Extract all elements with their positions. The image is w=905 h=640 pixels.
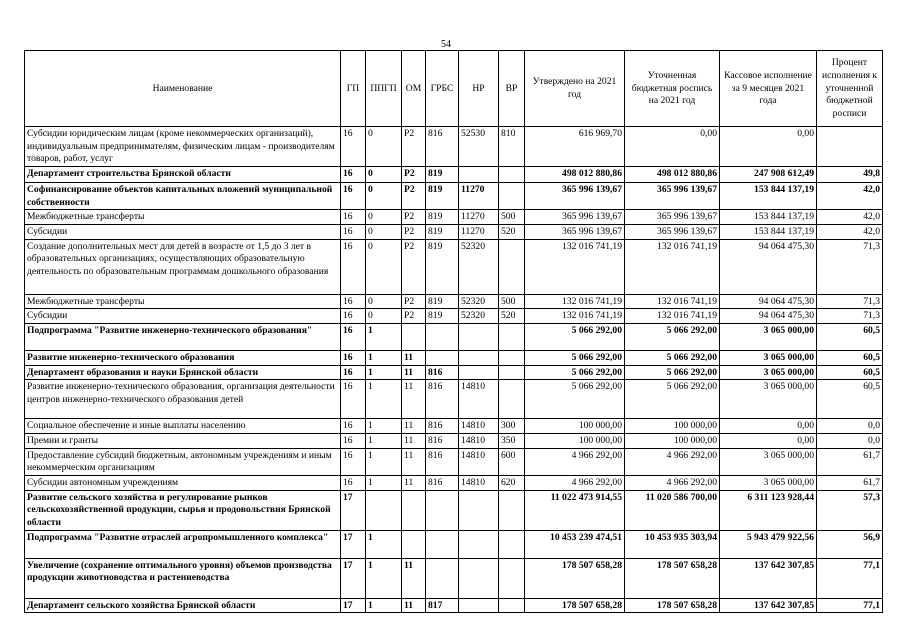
cell-refined: 132 016 741,19 <box>625 294 720 309</box>
cell-grbs <box>426 530 459 558</box>
cell-percent: 60,5 <box>817 380 883 419</box>
cell-cash: 94 064 475,30 <box>720 239 817 294</box>
cell-vr: 520 <box>499 224 525 239</box>
cell-gp: 16 <box>341 239 366 294</box>
cell-ppgp: 1 <box>366 365 402 380</box>
cell-refined: 5 066 292,00 <box>625 350 720 365</box>
col-header-ppgp: ППГП <box>366 51 402 127</box>
cell-name: Развитие сельского хозяйства и регулирование рынков сельскохозяйственной продукции, сырья и продовольствия Брянской области <box>25 490 341 530</box>
cell-grbs <box>426 323 459 350</box>
cell-cash: 94 064 475,30 <box>720 294 817 309</box>
cell-approved: 132 016 741,19 <box>525 239 625 294</box>
col-header-nr: НР <box>459 51 499 127</box>
cell-name: Субсидии автономным учреждениям <box>25 475 341 490</box>
cell-nr: 52320 <box>459 239 499 294</box>
cell-cash: 153 844 137,19 <box>720 224 817 239</box>
cell-percent: 0,0 <box>817 433 883 448</box>
cell-om: 11 <box>402 350 426 365</box>
cell-gp: 17 <box>341 490 366 530</box>
table-row <box>25 475 883 490</box>
cell-nr: 11270 <box>459 224 499 239</box>
cell-approved: 5 066 292,00 <box>525 350 625 365</box>
cell-percent: 42,0 <box>817 182 883 209</box>
cell-vr <box>499 350 525 365</box>
table-row <box>25 558 883 598</box>
cell-percent: 77,1 <box>817 598 883 613</box>
cell-percent: 77,1 <box>817 558 883 598</box>
cell-refined: 498 012 880,86 <box>625 166 720 182</box>
cell-nr: 14810 <box>459 419 499 434</box>
cell-vr <box>499 323 525 350</box>
cell-refined: 132 016 741,19 <box>625 239 720 294</box>
cell-cash: 94 064 475,30 <box>720 309 817 324</box>
cell-om: 11 <box>402 598 426 613</box>
cell-vr: 520 <box>499 309 525 324</box>
cell-ppgp: 0 <box>366 224 402 239</box>
cell-approved: 365 996 139,67 <box>525 224 625 239</box>
cell-percent: 42,0 <box>817 210 883 225</box>
cell-nr: 14810 <box>459 433 499 448</box>
cell-nr: 52320 <box>459 294 499 309</box>
cell-cash: 153 844 137,19 <box>720 182 817 209</box>
table-row <box>25 598 883 613</box>
cell-refined: 178 507 658,28 <box>625 598 720 613</box>
cell-grbs: 816 <box>426 448 459 475</box>
cell-percent: 60,5 <box>817 350 883 365</box>
cell-cash: 0,00 <box>720 127 817 167</box>
table-row <box>25 309 883 324</box>
cell-om: 11 <box>402 365 426 380</box>
cell-percent: 60,5 <box>817 365 883 380</box>
cell-name: Департамент образования и науки Брянской области <box>25 365 341 380</box>
cell-ppgp: 1 <box>366 448 402 475</box>
cell-grbs: 819 <box>426 166 459 182</box>
cell-refined: 5 066 292,00 <box>625 323 720 350</box>
cell-grbs: 819 <box>426 182 459 209</box>
table-row <box>25 182 883 209</box>
table-header <box>25 51 883 127</box>
cell-gp: 17 <box>341 598 366 613</box>
cell-ppgp: 0 <box>366 309 402 324</box>
cell-vr: 500 <box>499 210 525 225</box>
cell-ppgp: 1 <box>366 350 402 365</box>
cell-gp: 16 <box>341 224 366 239</box>
cell-ppgp: 1 <box>366 419 402 434</box>
cell-vr <box>499 365 525 380</box>
cell-ppgp: 1 <box>366 530 402 558</box>
cell-nr: 11270 <box>459 182 499 209</box>
cell-om: 11 <box>402 475 426 490</box>
col-header-cash: Кассовое исполнение за 9 месяцев 2021 года <box>720 51 817 127</box>
cell-grbs: 816 <box>426 380 459 419</box>
cell-vr <box>499 239 525 294</box>
cell-om: 11 <box>402 558 426 598</box>
cell-ppgp: 1 <box>366 558 402 598</box>
cell-refined: 132 016 741,19 <box>625 309 720 324</box>
cell-grbs: 819 <box>426 224 459 239</box>
cell-grbs: 816 <box>426 419 459 434</box>
cell-nr <box>459 558 499 598</box>
cell-ppgp: 0 <box>366 166 402 182</box>
cell-gp: 16 <box>341 419 366 434</box>
cell-om <box>402 490 426 530</box>
cell-approved: 11 022 473 914,55 <box>525 490 625 530</box>
table-row <box>25 380 883 419</box>
cell-approved: 10 453 239 474,51 <box>525 530 625 558</box>
table-row <box>25 433 883 448</box>
cell-refined: 4 966 292,00 <box>625 475 720 490</box>
budget-table <box>24 50 883 613</box>
cell-grbs: 816 <box>426 365 459 380</box>
cell-cash: 6 311 123 928,44 <box>720 490 817 530</box>
cell-gp: 16 <box>341 294 366 309</box>
cell-approved: 365 996 139,67 <box>525 210 625 225</box>
cell-om: P2 <box>402 239 426 294</box>
cell-ppgp: 0 <box>366 239 402 294</box>
cell-grbs: 819 <box>426 239 459 294</box>
cell-vr <box>499 598 525 613</box>
cell-name: Социальное обеспечение и иные выплаты населению <box>25 419 341 434</box>
cell-gp: 16 <box>341 433 366 448</box>
cell-grbs: 819 <box>426 210 459 225</box>
cell-approved: 4 966 292,00 <box>525 475 625 490</box>
cell-gp: 16 <box>341 127 366 167</box>
cell-refined: 365 996 139,67 <box>625 182 720 209</box>
col-header-name: Наименование <box>25 51 341 127</box>
cell-nr <box>459 598 499 613</box>
cell-nr <box>459 490 499 530</box>
cell-refined: 100 000,00 <box>625 433 720 448</box>
cell-vr <box>499 182 525 209</box>
cell-cash: 0,00 <box>720 419 817 434</box>
cell-refined: 100 000,00 <box>625 419 720 434</box>
cell-vr: 810 <box>499 127 525 167</box>
cell-om: P2 <box>402 309 426 324</box>
cell-cash: 5 943 479 922,56 <box>720 530 817 558</box>
cell-cash: 3 065 000,00 <box>720 475 817 490</box>
cell-grbs <box>426 350 459 365</box>
cell-cash: 137 642 307,85 <box>720 558 817 598</box>
col-header-grbs: ГРБС <box>426 51 459 127</box>
cell-cash: 137 642 307,85 <box>720 598 817 613</box>
cell-vr <box>499 380 525 419</box>
cell-gp: 16 <box>341 380 366 419</box>
cell-name: Межбюджетные трансферты <box>25 294 341 309</box>
cell-vr: 500 <box>499 294 525 309</box>
cell-ppgp: 1 <box>366 475 402 490</box>
cell-grbs: 816 <box>426 433 459 448</box>
table-row <box>25 224 883 239</box>
cell-refined: 4 966 292,00 <box>625 448 720 475</box>
table-row <box>25 323 883 350</box>
cell-om: P2 <box>402 182 426 209</box>
cell-nr: 14810 <box>459 380 499 419</box>
cell-name: Создание дополнительных мест для детей в возрасте от 1,5 до 3 лет в образовательных организациях, осуществляющих образовательную деятельность по образовательным программам дошкольного образования <box>25 239 341 294</box>
cell-refined: 11 020 586 700,00 <box>625 490 720 530</box>
cell-refined: 365 996 139,67 <box>625 224 720 239</box>
cell-vr: 350 <box>499 433 525 448</box>
table-row <box>25 350 883 365</box>
cell-name: Субсидии юридическим лицам (кроме некоммерческих организаций), индивидуальным предпринимателям, физическим лицам - производителям товаров, работ, услуг <box>25 127 341 167</box>
cell-vr <box>499 166 525 182</box>
col-header-gp: ГП <box>341 51 366 127</box>
cell-nr <box>459 530 499 558</box>
cell-gp: 16 <box>341 350 366 365</box>
cell-name: Предоставление субсидий бюджетным, автономным учреждениям и иным некоммерческим организациям <box>25 448 341 475</box>
cell-cash: 247 908 612,49 <box>720 166 817 182</box>
cell-approved: 178 507 658,28 <box>525 598 625 613</box>
table-row <box>25 239 883 294</box>
table-body <box>25 127 883 613</box>
cell-cash: 3 065 000,00 <box>720 448 817 475</box>
cell-approved: 100 000,00 <box>525 433 625 448</box>
cell-om: P2 <box>402 166 426 182</box>
cell-vr: 600 <box>499 448 525 475</box>
cell-approved: 178 507 658,28 <box>525 558 625 598</box>
table-row <box>25 419 883 434</box>
table-row <box>25 166 883 182</box>
cell-approved: 100 000,00 <box>525 419 625 434</box>
cell-cash: 3 065 000,00 <box>720 380 817 419</box>
table-row <box>25 210 883 225</box>
cell-percent: 56,9 <box>817 530 883 558</box>
cell-approved: 498 012 880,86 <box>525 166 625 182</box>
cell-vr <box>499 530 525 558</box>
cell-percent <box>817 127 883 167</box>
cell-om <box>402 530 426 558</box>
cell-percent: 71,3 <box>817 309 883 324</box>
cell-refined: 5 066 292,00 <box>625 380 720 419</box>
cell-ppgp: 1 <box>366 380 402 419</box>
cell-approved: 132 016 741,19 <box>525 294 625 309</box>
cell-om <box>402 323 426 350</box>
cell-refined: 10 453 935 303,94 <box>625 530 720 558</box>
cell-cash: 3 065 000,00 <box>720 350 817 365</box>
cell-approved: 365 996 139,67 <box>525 182 625 209</box>
col-header-vr: ВР <box>499 51 525 127</box>
cell-nr: 52530 <box>459 127 499 167</box>
cell-refined: 178 507 658,28 <box>625 558 720 598</box>
cell-nr: 11270 <box>459 210 499 225</box>
cell-name: Подпрограмма "Развитие отраслей агропромышленного комплекса" <box>25 530 341 558</box>
cell-ppgp: 0 <box>366 182 402 209</box>
cell-name: Субсидии <box>25 224 341 239</box>
cell-ppgp: 0 <box>366 210 402 225</box>
cell-name: Подпрограмма "Развитие инженерно-технического образования" <box>25 323 341 350</box>
table-row <box>25 530 883 558</box>
cell-ppgp: 0 <box>366 294 402 309</box>
cell-gp: 16 <box>341 365 366 380</box>
cell-ppgp: 1 <box>366 433 402 448</box>
cell-approved: 5 066 292,00 <box>525 365 625 380</box>
table-row <box>25 490 883 530</box>
cell-nr <box>459 323 499 350</box>
cell-approved: 5 066 292,00 <box>525 323 625 350</box>
cell-vr: 300 <box>499 419 525 434</box>
cell-percent: 60,5 <box>817 323 883 350</box>
cell-gp: 16 <box>341 309 366 324</box>
cell-ppgp: 0 <box>366 127 402 167</box>
cell-om: 11 <box>402 419 426 434</box>
cell-nr <box>459 365 499 380</box>
col-header-approved: Утверждено на 2021 год <box>525 51 625 127</box>
page-number: 54 <box>441 39 451 50</box>
cell-vr <box>499 490 525 530</box>
cell-vr: 620 <box>499 475 525 490</box>
cell-percent: 71,3 <box>817 294 883 309</box>
cell-nr: 14810 <box>459 475 499 490</box>
cell-name: Межбюджетные трансферты <box>25 210 341 225</box>
cell-grbs <box>426 490 459 530</box>
cell-om: P2 <box>402 294 426 309</box>
col-header-refined: Уточненная бюджетная роспись на 2021 год <box>625 51 720 127</box>
col-header-percent: Процент исполнения к уточненной бюджетной росписи <box>817 51 883 127</box>
cell-name: Премии и гранты <box>25 433 341 448</box>
cell-cash: 3 065 000,00 <box>720 323 817 350</box>
cell-percent: 57,3 <box>817 490 883 530</box>
cell-percent: 49,8 <box>817 166 883 182</box>
cell-approved: 132 016 741,19 <box>525 309 625 324</box>
col-header-om: ОМ <box>402 51 426 127</box>
cell-name: Департамент сельского хозяйства Брянской области <box>25 598 341 613</box>
cell-name: Субсидии <box>25 309 341 324</box>
cell-nr: 52320 <box>459 309 499 324</box>
table-row <box>25 448 883 475</box>
cell-gp: 17 <box>341 558 366 598</box>
cell-percent: 42,0 <box>817 224 883 239</box>
cell-approved: 616 969,70 <box>525 127 625 167</box>
cell-refined: 5 066 292,00 <box>625 365 720 380</box>
cell-cash: 0,00 <box>720 433 817 448</box>
cell-refined: 365 996 139,67 <box>625 210 720 225</box>
cell-om: 11 <box>402 448 426 475</box>
cell-grbs: 816 <box>426 127 459 167</box>
cell-ppgp <box>366 490 402 530</box>
cell-gp: 16 <box>341 323 366 350</box>
cell-om: 11 <box>402 433 426 448</box>
cell-name: Увеличение (сохранение оптимального уровня) объемов производства продукции животноводства и растениеводства <box>25 558 341 598</box>
cell-om: P2 <box>402 210 426 225</box>
cell-om: 11 <box>402 380 426 419</box>
cell-percent: 0,0 <box>817 419 883 434</box>
cell-name: Департамент строительства Брянской области <box>25 166 341 182</box>
cell-grbs: 819 <box>426 309 459 324</box>
cell-approved: 4 966 292,00 <box>525 448 625 475</box>
cell-percent: 71,3 <box>817 239 883 294</box>
cell-nr: 14810 <box>459 448 499 475</box>
cell-gp: 16 <box>341 166 366 182</box>
table-row <box>25 365 883 380</box>
cell-gp: 16 <box>341 182 366 209</box>
cell-percent: 61,7 <box>817 448 883 475</box>
cell-percent: 61,7 <box>817 475 883 490</box>
cell-gp: 16 <box>341 448 366 475</box>
cell-om: P2 <box>402 127 426 167</box>
cell-nr <box>459 166 499 182</box>
cell-ppgp: 1 <box>366 598 402 613</box>
cell-name: Софинансирование объектов капитальных вложений муниципальной собственности <box>25 182 341 209</box>
cell-vr <box>499 558 525 598</box>
cell-nr <box>459 350 499 365</box>
cell-gp: 16 <box>341 210 366 225</box>
cell-ppgp: 1 <box>366 323 402 350</box>
table-row <box>25 294 883 309</box>
cell-grbs: 817 <box>426 598 459 613</box>
cell-grbs: 819 <box>426 294 459 309</box>
cell-gp: 16 <box>341 475 366 490</box>
cell-grbs <box>426 558 459 598</box>
cell-gp: 17 <box>341 530 366 558</box>
cell-cash: 3 065 000,00 <box>720 365 817 380</box>
table-row <box>25 127 883 167</box>
cell-name: Развитие инженерно-технического образования, организация деятельности центров инженерно-технического образования детей <box>25 380 341 419</box>
cell-name: Развитие инженерно-технического образования <box>25 350 341 365</box>
cell-refined: 0,00 <box>625 127 720 167</box>
cell-grbs: 816 <box>426 475 459 490</box>
cell-cash: 153 844 137,19 <box>720 210 817 225</box>
cell-approved: 5 066 292,00 <box>525 380 625 419</box>
cell-om: P2 <box>402 224 426 239</box>
